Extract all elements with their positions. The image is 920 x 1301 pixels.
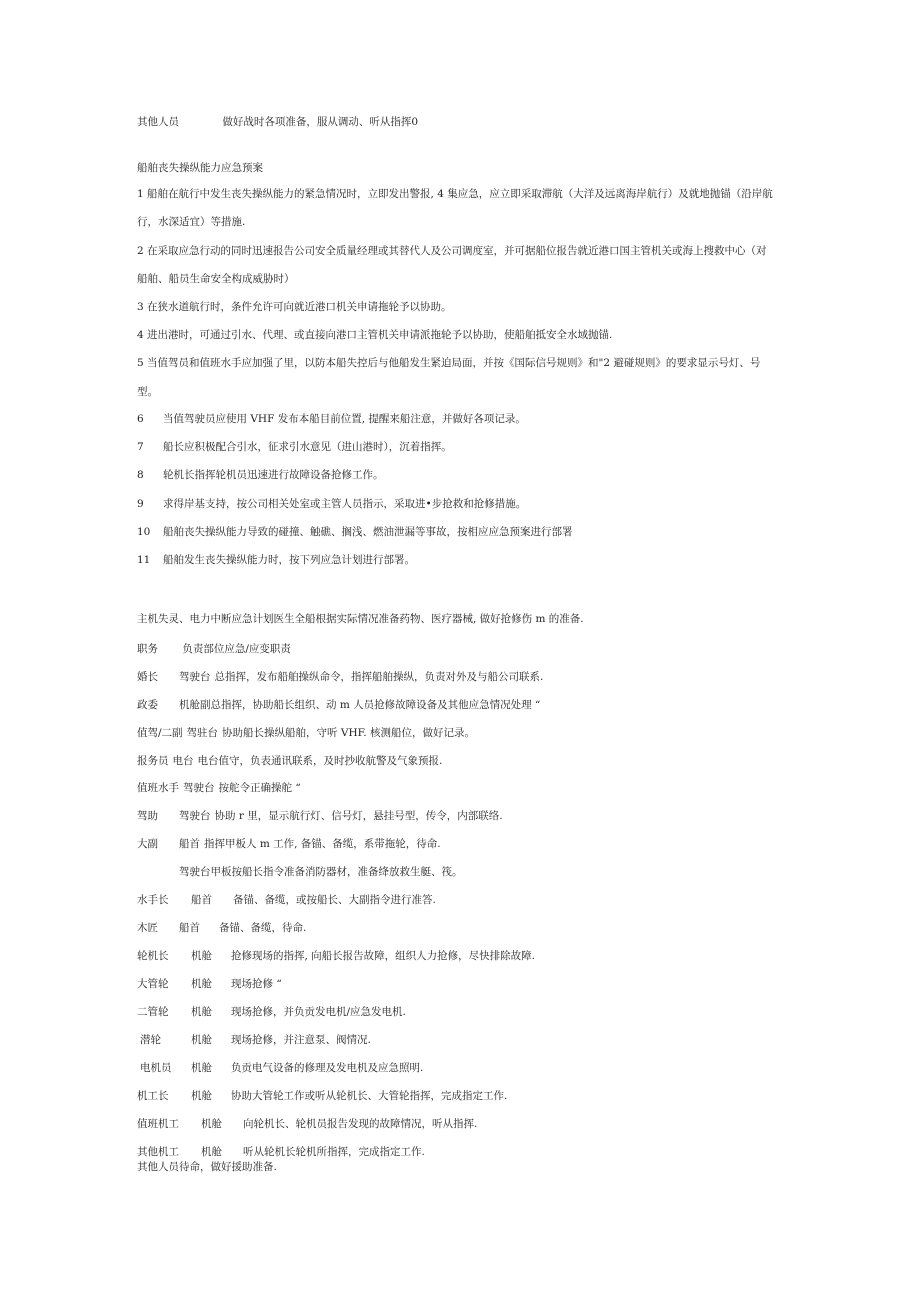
row-station: 机舱 [191,1062,212,1074]
section-title: 船舶丧失操纵能力应急预案 [137,162,263,174]
row-duty: 指挥甲板人 m 工作, 备锚、备缆，系带拖轮，待命. [204,838,441,850]
table-row [137,698,540,712]
table-row [137,1145,425,1159]
row-role: 木匠 [137,922,158,934]
row-role: 大管轮 [137,978,169,990]
list-item [137,440,452,454]
row-role: 值班机工 [137,1118,179,1130]
row-station: 船首 [179,922,200,934]
item-number: 6 [137,413,144,425]
row-duty: 协助 r 里，显示航行灯、信号灯，悬挂号型，传令，内部联络. [214,810,503,822]
item-text: 船舶丧失操纵能力导致的碰撞、触礁、搁浅、燃油泄漏等事故，按相应应急预案进行部署 [163,526,573,538]
table-row [137,977,282,991]
row-duty: 按舵令正确操舵 “ [218,782,301,794]
row-role: 大副 [137,838,158,850]
table-row [137,921,306,935]
row-station: 船首 [191,894,212,906]
row-station: 机舱 [191,1006,212,1018]
row-role: 报务员 [137,755,169,767]
table-row [137,893,436,907]
row-duty: 备锚、备缆，或按船长、大副指令进行准答. [233,894,436,906]
table-row [137,865,463,879]
table-row [140,1033,371,1047]
table-row [140,1061,423,1075]
row-duty: 抢修现场的指挥, 向船长报告故障，组织人力抢修，尽快排除故障. [231,950,536,962]
row-role: 水手长 [137,894,169,906]
row-role: 值驾/二副 [137,727,183,739]
row-role: 政委 [137,699,158,711]
row-duty: 向轮机长、轮机员报告发现的故障情况，听从指挥. [243,1118,478,1130]
row-role: 婚长 [137,671,158,683]
table-row [137,726,475,740]
item-text: 当值驾驶员应使用 VHF 发布本船目前位置, 提醒来船注意，并做好各项记录。 [163,413,526,425]
paragraph-3: 3 在狭水道航行时，条件允许可向就近港口机关申请拖轮予以协助。 [137,301,452,313]
row-duty: 协助大管轮工作或听从轮机长、大管轮指挥，完成指定工作. [231,1090,508,1102]
item-number: 8 [137,469,144,481]
row-station: 驾驶台 [179,810,211,822]
paragraph-2b: 船舶、船员生命安全构成威胁时） [137,273,295,285]
row-station: 驾驻台 [186,727,219,739]
table-row [137,1117,477,1131]
list-item [137,412,526,426]
row-station: 机舱 [201,1146,222,1158]
intro-role: 其他人员 [137,116,179,128]
row-station: 机舱 [191,950,212,962]
row-station: 电台 [172,755,194,767]
item-number: 11 [137,554,151,566]
row-station: 机舱 [201,1118,222,1130]
table-row [137,754,442,768]
row-duty: 听从轮机长轮机所指挥，完成指定工作. [243,1146,425,1158]
row-duty: 现场抢修，并负贡发电机/应急发电机. [231,1006,406,1018]
item-number: 9 [137,498,144,510]
intro-line [137,115,418,129]
table-row [137,1005,406,1019]
paragraph-1a: 1 船舶在航行中发生丧失操纵能力的紧急情况时，立即发出警报, 4 集应急，应立即采取滞航（大洋及远离海岸航行）及就地抛锚（沿岸航 [137,188,773,200]
paragraph-5b: 型。 [137,386,158,398]
list-item [137,468,384,482]
table-row [137,949,535,963]
row-duty: 协助船长操纵船舶，守听 VHF. 核测船位，做好记录。 [222,727,475,739]
table-row [137,809,503,823]
list-item [137,497,526,511]
row-role: 值班水手 [137,782,179,794]
item-number: 7 [137,441,144,453]
list-item [137,553,415,567]
row-role: 潜轮 [140,1034,161,1046]
row-role: 其他机工 [137,1146,179,1158]
header-duty: 负责部位应急/应变职责 [182,643,291,655]
paragraph-5a: 5 当值驾员和值班水手应加强了里，以防本船失控后与他船发生紧迫局面，并按《国际信号规则》和"2 避碰规则》的要求显示号灯、号 [137,357,761,369]
paragraph-2a: 2 在采取应急行动的同时迅速报告公司安全质量经理或其替代人及公司调度室，并可据船位报告就近港口国主管机关或海上搜救中心（对 [137,245,767,257]
table-row [137,781,301,795]
row-duty: 驾驶台甲板按船长指令准备消防器材，准备绛放救生艇、筏。 [179,866,463,878]
row-role: 驾助 [137,810,158,822]
item-text: 求得岸基支持，按公司相关处室或主管人员指示，采取进•步抢救和抢修措施。 [163,498,527,510]
table-header [137,642,291,656]
intro-duty: 做好战时各项准备，服从调动、听从指挥0 [222,116,419,128]
item-text: 轮机长指挥轮机员迅速进行故障设备抢修工作。 [163,469,384,481]
table-row [137,670,543,684]
row-station: 机舱 [191,1090,212,1102]
row-duty: 机舱副总指挥，协助船长组织、动 m 人员抢修故障设备及其他应急情况处理 “ [179,699,541,711]
list-item [137,525,573,539]
row-duty: 总指挥，发布船舶操纵命令，指挥船舶操纵，负责对外及与船公司联系. [214,671,544,683]
row-station: 机舱 [191,978,212,990]
row-station: 驾驶台 [183,782,215,794]
plan-intro: 主机失灵、电力中断应急计划医生全船根据实际情况准备药物、医疗器械, 做好抢修伤 m 的准备. [137,613,584,625]
table-row [137,1089,507,1103]
table-row [137,837,441,851]
row-role: 电机员 [140,1062,172,1074]
row-role: 二管轮 [137,1006,169,1018]
row-duty: 电台值守，负表通讯联系，及时抄收航警及气象预报. [197,755,443,767]
paragraph-1b: 行，水深适宜）等措施. [137,216,246,228]
item-number: 10 [137,526,151,538]
row-duty: 备锚、备缆，待命. [219,922,307,934]
row-station: 机舱 [191,1034,212,1046]
row-duty: 负贡电气设备的修理及发电机及应急照明. [231,1062,424,1074]
item-text: 船舶发生丧失操纵能力时，按下列应急计划进行部署。 [163,554,415,566]
row-duty: 现场抢修 “ [231,978,282,990]
row-station: 船首 [179,838,200,850]
row-station: 驾驶台 [179,671,211,683]
row-role: 机工长 [137,1090,169,1102]
plan-footer: 其他人员待命，做好援助准备. [137,1161,277,1173]
paragraph-4: 4 进出港时，可通过引水、代理、或直接向港口主管机关申请派拖轮予以协助，使船舶抵安全水域抛锚. [137,329,613,341]
row-role: 轮机长 [137,950,169,962]
header-role: 职务 [137,643,158,655]
row-duty: 现场抢修，并注意泵、阀情况. [231,1034,371,1046]
item-text: 船长应积极配合引水，征求引水意见（进山港时），沉着指挥。 [163,441,452,453]
